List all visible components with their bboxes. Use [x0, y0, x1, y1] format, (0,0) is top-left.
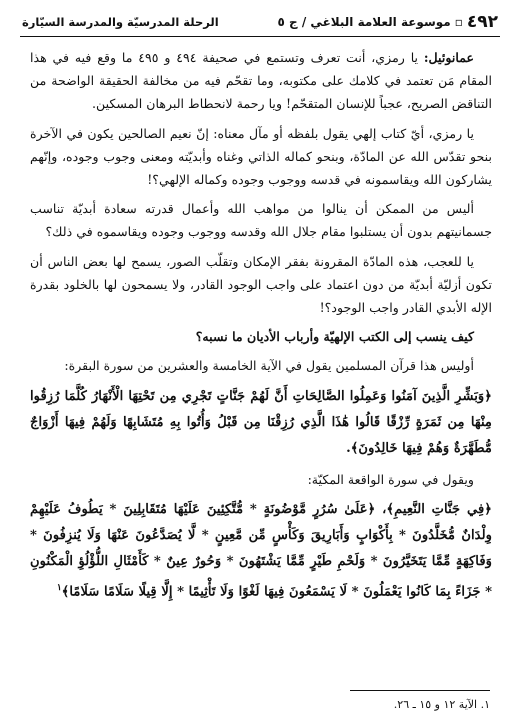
paragraph-waqia-intro	[30, 468, 492, 491]
header-divider	[20, 36, 500, 37]
speaker-name: عمانوئيل:	[423, 50, 474, 65]
paragraph: أوليس هذا قرآن المسلمين يقول في الآية الخامسة والعشرين من سورة البقرة:	[64, 358, 474, 374]
quran-verse-waqia	[30, 497, 492, 605]
quran-verse-baqara: ﴿وَبَشِّرِ الَّذِينَ آمَنُوا وَعَمِلُوا الصَّالِحَاتِ أَنَّ لَهُمْ جَنَّاتٍ تَجْرِي مِن تَحْتِهَا الْأَنْهَارُ كُلَّمَا رُزِقُوا مِنْهَا مِن ثَمَرَةٍ رِّزْقًا قَالُوا هَٰذَا الَّذِي رُزِقْنَا مِن قَبْلُ وَأُتُوا بِهِ مُتَشَابِهًا وَلَهُمْ فِيهَا أَزْوَاجٌ مُّطَهَّرَةٌ وَهُمْ فِيهَا خَالِدُونَ﴾.	[30, 388, 492, 456]
page-number: ٤٩٢	[466, 12, 498, 32]
square-bullet-icon: ▫	[454, 15, 463, 29]
paragraph-text: يا رمزي، أنت تعرف وتستمع في صحيفة ٤٩٤ و ٤٩٥ ما وقع فيه في هذا المقام مَن تعتمد في كلامك على مكتوبه، وما تقحّم فيه من مخالفة الحقيقة الواضحة من التناقض الصريح، عجباً للإنسان المتقحّم! ويا رحمة لانحطاط البرهان المسكين.	[30, 50, 492, 112]
paragraph: أليس من الممكن أن ينالوا من مواهب الله وأعمال قدرته سعادة أبديّة تناسب جسمانيتهم بدون أن يستلبوا مقام جلال الله وقدسه ووجوب وجوده ويقاسموه في ذلك؟	[30, 201, 492, 240]
header-page-info	[278, 12, 498, 32]
paragraph: يا للعجب، هذه المادّة المقرونة بفقر الإمكان وتقلّب الصور، يسمح لها بعض الناس أن تكون أزليّة أبديّة من دون اعتماد على واجب الوجود القادر، ولا يسمحون لها بالخلود بقدرة الإله الأبدي القادر واجب الوجود؟!	[30, 253, 492, 316]
question-line: كيف ينسب إلى الكتب الإلهيّة وأرباب الأديان ما نسبه؟	[195, 329, 474, 345]
section-title: الرحلة المدرسيّة والمدرسة السيّارة	[22, 15, 219, 29]
page-body	[30, 46, 492, 611]
quran-text: ﴿فِي جَنَّاتِ النَّعِيمِ﴾، ﴿عَلَىٰ سُرُرٍ مَّوْضُونَةٍ * مُّتَّكِئِينَ عَلَيْهَا مُتَقَابِلِينَ * يَطُوفُ عَلَيْهِمْ وِلْدَانٌ مُّخَلَّدُونَ * بِأَكْوَابٍ وَأَبَارِيقَ وَكَأْسٍ مِّن مَّعِينٍ * لَّا يُصَدَّعُونَ عَنْهَا وَلَا يُنزِفُونَ * وَفَاكِهَةٍ مِّمَّا يَتَخَيَّرُونَ * وَلَحْمِ طَيْرٍ مِّمَّا يَشْتَهُونَ * وَحُورٌ عِينٌ * كَأَمْثَالِ اللُّؤْلُؤِ الْمَكْنُونِ * جَزَاءً بِمَا كَانُوا يَعْمَلُونَ * لَا يَسْمَعُونَ فِيهَا لَغْوًا وَلَا تَأْثِيمًا * إِلَّا قِيلًا سَلَامًا سَلَامًا﴾	[30, 501, 492, 600]
paragraph: يا رمزي، أيّ كتاب إلهي يقول بلفظه أو مآل معناه: إنّ نعيم الصالحين يكون في الآخرة بنحو تقدّس الله عن المادّة، وبنحو كماله الذاتي وغناه وأبديّته ومعنى وجوب وجوده، وإنّهم يشاركون الله ويقاسمونه في قدسه ووجوب وجوده وكماله الإلهي؟!	[30, 125, 492, 188]
paragraph-emmanuel	[30, 46, 492, 116]
paragraph-text: ويقول في سورة الواقعة المكيّة:	[307, 471, 474, 487]
footnote-reference: ١	[56, 582, 62, 593]
book-title: موسوعة العلامة البلاغي / ج ٥	[277, 15, 451, 29]
running-header	[22, 10, 498, 34]
footnote-divider	[350, 690, 490, 691]
footnote: ١. الآية ١٢ و ١٥ ـ ٢٦.	[393, 698, 490, 711]
